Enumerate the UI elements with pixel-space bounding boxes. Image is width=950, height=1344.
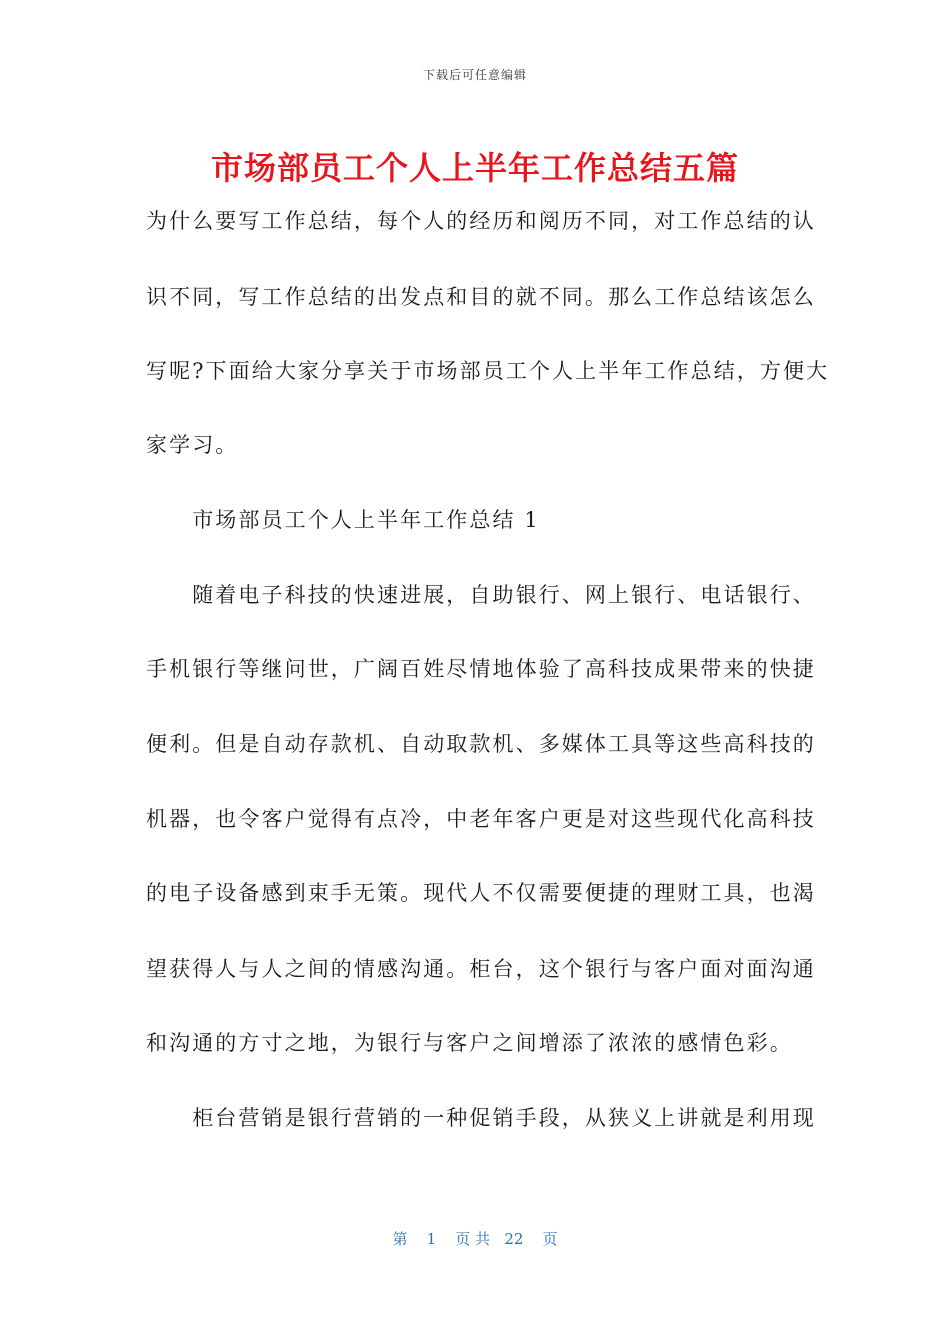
body-line: 机器，也令客户觉得有点冷，中老年客户更是对这些现代化高科技 xyxy=(146,807,816,831)
page-label-middle: 页 共 xyxy=(455,1230,490,1248)
body-line: 望获得人与人之间的情感沟通。柜台，这个银行与客户面对面沟通 xyxy=(146,957,816,981)
page-label-prefix: 第 xyxy=(392,1230,408,1248)
body-line: 识不同，写工作总结的出发点和目的就不同。那么工作总结该怎么 xyxy=(146,285,816,309)
document-title: 市场部员工个人上半年工作总结五篇 xyxy=(210,149,739,187)
page-total-number: 22 xyxy=(504,1230,524,1248)
body-line: 写呢?下面给大家分享关于市场部员工个人上半年工作总结，方便大 xyxy=(146,359,830,383)
page-footer xyxy=(0,1228,950,1249)
body-line: 随着电子科技的快速进展，自助银行、网上银行、电话银行、 xyxy=(146,583,816,607)
body-line: 为什么要写工作总结，每个人的经历和阅历不同，对工作总结的认 xyxy=(146,209,816,233)
body-line: 手机银行等继问世，广阔百姓尽情地体验了高科技成果带来的快捷 xyxy=(146,657,816,681)
body-line: 家学习。 xyxy=(146,433,239,457)
body-line: 的电子设备感到束手无策。现代人不仅需要便捷的理财工具，也渴 xyxy=(146,881,816,905)
page-label-suffix: 页 xyxy=(542,1230,558,1248)
body-line: 便利。但是自动存款机、自动取款机、多媒体工具等这些高科技的 xyxy=(146,732,816,756)
body-line: 和沟通的方寸之地，为银行与客户之间增添了浓浓的感情色彩。 xyxy=(146,1031,793,1055)
body-line: 柜台营销是银行营销的一种促销手段，从狭义上讲就是利用现 xyxy=(146,1106,816,1130)
page-current-number: 1 xyxy=(426,1230,437,1248)
header-note: 下载后可任意编辑 xyxy=(422,68,527,82)
section-heading: 市场部员工个人上半年工作总结 1 xyxy=(146,508,540,532)
